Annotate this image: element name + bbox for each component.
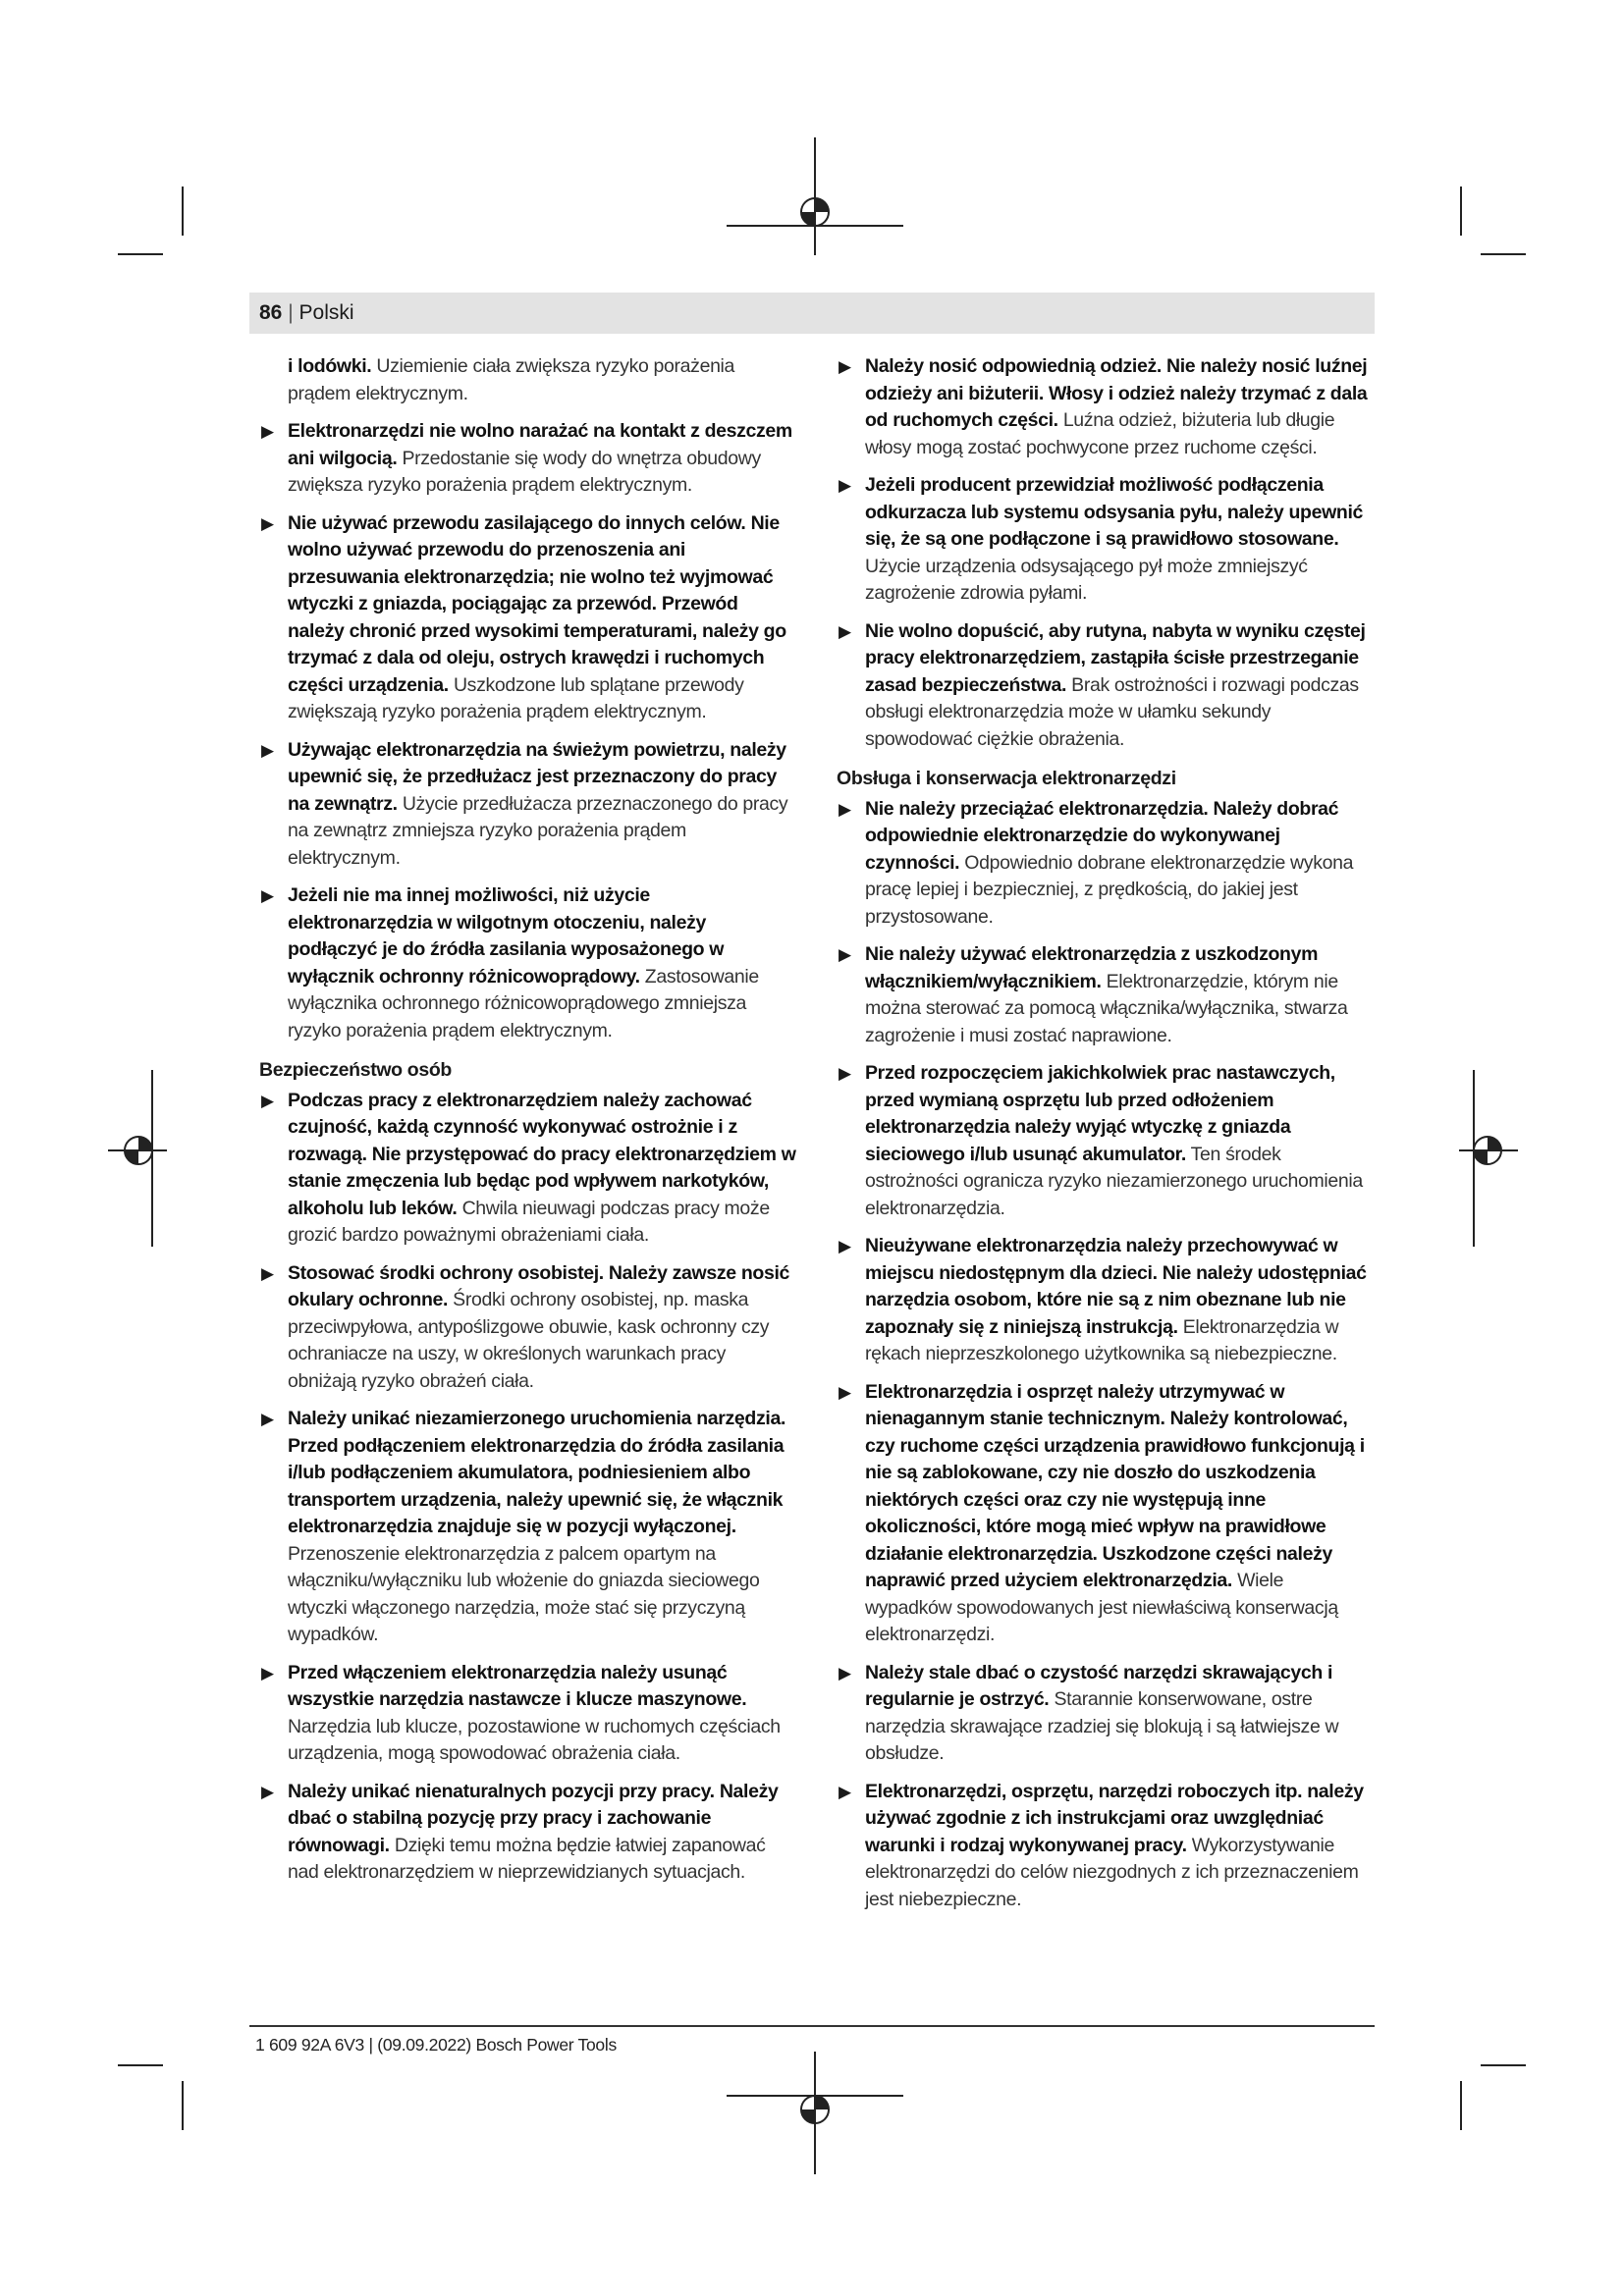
item-text: Brak ostrożności i rozwagi podczas obsługi elektronarzędzia może w ułamku sekundy spowodować ciężkie obrażenia. [865,673,1359,750]
item-bold-text: Jeżeli producent przewidział możliwość podłączenia odkurzacza lub systemu odsysania pyłu, należy upewnić się, że są one podłączone i są prawidłowo stosowane. [865,474,1364,550]
list-item [837,796,1375,932]
crop-mark [118,2064,163,2066]
page-header [259,300,354,326]
item-text: Przenoszenie elektronarzędzia z palcem opartym na włączniku/wyłączniku lub włożenie do gniazda sieciowego wtyczki włączonego narzędzia, może stać się przyczyną wypadków. [288,1542,760,1645]
list-item [259,1660,797,1768]
bullet-arrow-icon: ▶ [839,1382,851,1402]
list-item [259,1260,797,1396]
item-text: Uziemienie ciała zwiększa ryzyko porażenia prądem elektrycznym. [288,355,735,404]
header-language: Polski [298,301,354,324]
item-bold-text: Należy unikać nienaturalnych pozycji przy pracy. Należy dbać o stabilną pozycję przy pracy i zachowanie równowagi. [288,1780,779,1856]
registration-mark-icon [1459,1070,1518,1247]
bullet-arrow-icon: ▶ [839,621,851,641]
footer-divider [249,2025,1375,2027]
list-item [259,1088,797,1250]
item-bold-text: Należy stale dbać o czystość narzędzi skrawających i regularnie je ostrzyć. [865,1661,1333,1710]
item-bold-text: Nie wolno dopuścić, aby rutyna, nabyta w wyniku częstej pracy elektronarzędziem, zastąpiła ścisłe przestrzeganie zasad bezpieczeństwa. [865,619,1366,696]
list-item [259,882,797,1044]
bullet-arrow-icon: ▶ [261,1663,274,1682]
header-separator: | [288,301,294,324]
item-bold-text: Należy nosić odpowiednią odzież. Nie należy nosić luźnej odzieży ani biżuterii. Włosy i odzież należy trzymać z dala od ruchomych części. [865,355,1368,431]
item-text: Starannie konserwowane, ostre narzędzia skrawające rzadziej się blokują i są łatwiejsze w obsłudze. [865,1688,1339,1764]
crop-mark [182,2081,184,2130]
bullet-arrow-icon: ▶ [839,799,851,819]
item-bold-text: Przed włączeniem elektronarzędzia należy usunąć wszystkie narzędzia nastawcze i klucze maszynowe. [288,1661,747,1710]
bullet-arrow-icon: ▶ [261,1263,274,1283]
bullet-arrow-icon: ▶ [839,476,851,495]
item-bold-text: Przed rozpoczęciem jakichkolwiek prac nastawczych, przed wymianą osprzętu lub przed odłożeniem elektronarzędzia należy wyjąć wtyczkę z gniazda sieciowego i/lub usunąć akumulator. [865,1062,1335,1165]
list-item [837,1233,1375,1368]
item-text: Dzięki temu można będzie łatwiej zapanować nad elektronarzędziem w nieprzewidzianych sytuacjach. [288,1834,766,1883]
item-bold-text: Stosować środki ochrony osobistej. Należy zawsze nosić okulary ochronne. [288,1261,790,1310]
crop-mark [182,187,184,236]
bullet-arrow-icon: ▶ [839,1782,851,1801]
item-text: Chwila nieuwagi podczas pracy może grozić bardzo poważnymi obrażeniami ciała. [288,1197,770,1246]
list-item [837,618,1375,754]
list-item [259,1406,797,1649]
list-item [259,418,797,500]
list-item [837,1379,1375,1649]
bullet-arrow-icon: ▶ [261,1091,274,1110]
crop-mark [1481,2064,1526,2066]
list-item [259,737,797,873]
item-bold-text: Podczas pracy z elektronarzędziem należy zachować czujność, każdą czynność wykonywać ostrożnie i z rozwagą. Nie przystępować do pracy elektronarzędziem w stanie zmęczenia lub będąc pod wpływem narkotyków, alkoholu lub leków. [288,1089,796,1219]
bullet-arrow-icon: ▶ [839,1064,851,1083]
bullet-arrow-icon: ▶ [261,1410,274,1428]
list-item [837,941,1375,1049]
registration-mark-icon [727,137,903,255]
crop-mark [1481,253,1526,255]
list-item [259,1779,797,1887]
item-bold-text: Nie należy używać elektronarzędzia z uszkodzonym włącznikiem/wyłącznikiem. [865,943,1319,992]
list-item [259,353,797,407]
crop-mark [1460,2081,1462,2130]
item-bold-text: Nie używać przewodu zasilającego do innych celów. Nie wolno używać przewodu do przenoszenia ani przesuwania elektronarzędzia; nie wolno też wyjmować wtyczki z gniazda, pociągając za przewód. Przewód należy chronić przed wysokimi temperaturami, należy go trzymać z dala od oleju, ostrych krawędzi i ruchomych części urządzenia. [288,511,786,696]
bullet-arrow-icon: ▶ [261,886,274,905]
list-item [837,1660,1375,1768]
crop-mark [118,253,163,255]
bullet-arrow-icon: ▶ [839,1237,851,1255]
item-bold-text: Nieużywane elektronarzędzia należy przechowywać w miejscu niedostępnym dla dzieci. Nie należy udostępniać narzędzia osobom, które nie są z nim obeznane lub nie zapoznały się z niniejszą instrukcją. [865,1235,1367,1338]
item-text: Uszkodzone lub splątane przewody zwiększają ryzyko porażenia prądem elektrycznym. [288,673,744,722]
item-text: Elektronarzędzie, którym nie można sterować za pomocą włącznika/wyłącznika, stwarza zagrożenie i musi zostać naprawione. [865,970,1348,1046]
crop-mark [1460,187,1462,236]
section-title: Bezpieczeństwo osób [259,1059,452,1081]
item-text: Luźna odzież, biżuteria lub długie włosy mogą zostać pochwycone przez ruchome części. [865,409,1335,458]
list-item [837,1779,1375,1914]
list-item [837,472,1375,608]
item-bold-text: Używając elektronarzędzia na świeżym powietrzu, należy upewnić się, że przedłużacz jest przeznaczony do pracy na zewnątrz. [288,738,786,815]
item-bold-text: Elektronarzędzia i osprzęt należy utrzymywać w nienagannym stanie technicznym. Należy kontrolować, czy ruchome części urządzenia prawidłowo funkcjonują i nie są zablokowane, czy nie doszło do uszkodzenia niektórych części oraz czy nie występują inne okoliczności, które mogą mieć wpływ na prawidłowe działanie elektronarzędzia. Uszkodzone części należy naprawić przed użyciem elektronarzędzia. [865,1380,1365,1591]
item-text: Zastosowanie wyłącznika ochronnego różnicowoprądowego zmniejsza ryzyko porażenia prądem elektrycznym. [288,965,759,1041]
bullet-arrow-icon: ▶ [839,945,851,964]
page-number: 86 [259,301,283,324]
list-item [837,353,1375,461]
registration-mark-icon [727,2052,903,2174]
item-bold-text: Nie należy przeciążać elektronarzędzia. Należy dobrać odpowiednie elektronarzędzie do wykonywanej czynności. [865,797,1339,874]
item-bold-text: Elektronarzędzi, osprzętu, narzędzi roboczych itp. należy używać zgodnie z ich instrukcjami oraz uwzględniać warunki i rodzaj wykonywanej pracy. [865,1780,1364,1856]
item-bold-text: i lodówki. [288,355,372,377]
item-bold-text: Należy unikać niezamierzonego uruchomienia narzędzia. Przed podłączeniem elektronarzędzia do źródła zasilania i/lub podłączeniem akumulatora, podniesieniem albo transportem urządzenia, należy upewnić się, że włącznik elektronarzędzia znajduje się w pozycji wyłączonej. [288,1408,786,1537]
item-text: Środki ochrony osobistej, np. maska przeciwpyłowa, antypoślizgowe obuwie, kask ochronny czy ochraniacze na uszy, w określonych warunkach pracy obniżają ryzyko obrażeń ciała. [288,1289,770,1392]
page-header-bar [249,293,1375,334]
item-text: Wiele wypadków spowodowanych jest niewłaściwą konserwacją elektronarzędzi. [865,1570,1338,1645]
page-footer: 1 609 92A 6V3 | (09.09.2022) Bosch Power Tools [255,2035,617,2055]
item-text: Użycie urządzenia odsysającego pył może zmniejszyć zagrożenie zdrowia pyłami. [865,555,1308,604]
bullet-arrow-icon: ▶ [839,1663,851,1682]
bullet-arrow-icon: ▶ [839,357,851,376]
bullet-arrow-icon: ▶ [261,1782,274,1801]
item-text: Wykorzystywanie elektronarzędzi do celów niezgodnych z ich przeznaczeniem jest niebezpieczne. [865,1834,1359,1910]
left-column [259,353,797,1897]
right-column [837,353,1375,1924]
bullet-arrow-icon: ▶ [261,422,274,441]
item-text: Odpowiednio dobrane elektronarzędzie wykona pracę lepiej i bezpieczniej, z prędkością, do jakiej jest przystosowane. [865,851,1354,928]
bullet-arrow-icon: ▶ [261,513,274,533]
item-bold-text: Jeżeli nie ma innej możliwości, niż użycie elektronarzędzia w wilgotnym otoczeniu, należy podłączyć je do źródła zasilania wyposażonego w wyłącznik ochronny różnicowoprądowy. [288,884,725,988]
item-text: Przedostanie się wody do wnętrza obudowy zwiększa ryzyko porażenia prądem elektrycznym. [288,447,761,496]
item-text: Użycie przedłużacza przeznaczonego do pracy na zewnątrz zmniejsza ryzyko porażenia prądem elektrycznym. [288,792,788,869]
item-text: Elektronarzędzia w rękach nieprzeszkolonego użytkownika są niebezpieczne. [865,1315,1339,1364]
list-item [837,1060,1375,1222]
bullet-arrow-icon: ▶ [261,740,274,760]
item-text: Ten środek ostrożności ogranicza ryzyko niezamierzonego uruchomienia elektronarzędzia. [865,1143,1363,1219]
item-bold-text: Elektronarzędzi nie wolno narażać na kontakt z deszczem ani wilgocią. [288,420,792,469]
registration-mark-icon [108,1070,167,1247]
list-item [259,510,797,726]
section-title: Obsługa i konserwacja elektronarzędzi [837,768,1176,789]
item-text: Narzędzia lub klucze, pozostawione w ruchomych częściach urządzenia, mogą spowodować obrażenia ciała. [288,1715,781,1764]
